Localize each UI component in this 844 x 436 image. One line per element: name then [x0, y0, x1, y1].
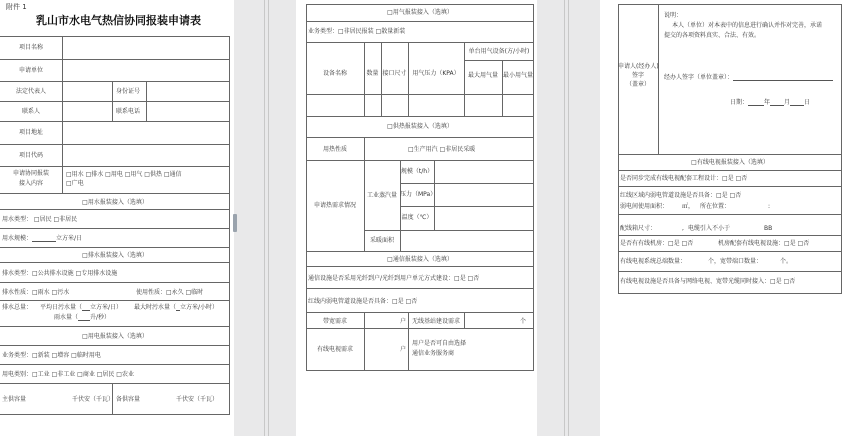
applicant-unit-label: 申请单位	[18, 67, 43, 74]
provider-choice-line1: 用户是否可自由选择	[412, 340, 467, 347]
note-line1: 本人（单位）对本表中的信息进行确认并作对完善，承诺	[672, 22, 823, 29]
project-name-label: 项目名称	[18, 44, 43, 51]
tv-terminals: 有线电视系统总端数量： 个，宽带端口数量： 个。	[620, 258, 793, 265]
tv-equip-question: 机房配套有线电视设施：□是 □否	[718, 240, 810, 247]
gas-col-qty: 数量	[366, 70, 379, 77]
form-title: 乳山市水电气热信协同报装申请表	[36, 14, 201, 27]
tv-duct-question: 红线区域内弱电管道设施是否具备：□是 □否	[620, 192, 742, 199]
gas-col-flow: 单台用气设备(方/小时)	[468, 48, 530, 55]
drain-total: 排水总量：	[2, 304, 33, 311]
form-page-2	[296, 0, 537, 436]
tv-section-header: □有线电视报装接入（选填）	[691, 159, 769, 166]
drain-type: 排水类型：□公共排水设施 □专用排水设施	[2, 270, 118, 277]
signer-label-line2: 签字	[631, 72, 644, 79]
gas-col-max: 最大用气量	[467, 72, 498, 79]
provider-choice-line2: 通信业务服务商	[412, 350, 455, 357]
tv-room-question: 是否有有线机房：□是 □否	[620, 240, 694, 247]
gas-col-device: 设备名称	[322, 70, 347, 77]
form-page-1	[0, 0, 234, 436]
cable-tv-unit: 户	[400, 346, 407, 353]
heat-industrial-label: 工业蒸汽量	[366, 192, 397, 199]
gas-business-type: 业务类型：□非居民报装 □散量新装	[308, 28, 406, 35]
form-page-3	[600, 0, 844, 436]
gas-col-port: 接口尺寸	[382, 70, 407, 77]
date-field[interactable]: 日期： 年 月 日	[730, 99, 811, 106]
heat-nature-label: 用热性质	[322, 146, 347, 153]
water-scale: 用水规模： 立方米/日	[2, 235, 83, 242]
drain-avg: 平均日污水量（ 立方米/日）	[40, 304, 123, 311]
box-size: 配线箱尺寸： , 电缆引入不小于 BB	[620, 225, 773, 232]
bandwidth-unit: 户	[400, 318, 407, 325]
power-section-header: □用电报装接入（选填）	[82, 333, 148, 340]
heat-nature-options: □生产用汽 □非居民采暖	[408, 146, 476, 153]
scope-options-cont: □广电	[66, 180, 84, 187]
water-type: 用水类型： □居民 □非居民	[2, 216, 78, 223]
scope-label-line1: 申请协同报装	[12, 170, 49, 177]
bandwidth-label: 带宽需求	[322, 318, 347, 325]
heat-area-label: 采暖面积	[369, 237, 394, 244]
power-category: 用电类别：□工业 □非工业 □商业 □居民 □农业	[2, 371, 134, 378]
base-station-label: 无线基站建设需求	[412, 318, 461, 325]
gas-section-header: □用气报装接入（选填）	[387, 9, 453, 16]
id-number-label: 身份证号	[116, 88, 141, 95]
page-break-marker	[233, 214, 237, 232]
backup-capacity-label: 备供容量	[116, 396, 141, 403]
drain-section-header: □排水报装接入（选填）	[82, 252, 148, 259]
contact-label: 联系人	[21, 108, 40, 115]
heat-temp-label: 温度（℃）	[401, 214, 433, 221]
heat-section-header: □供热报装接入（选填）	[387, 123, 453, 130]
note-line2: 提交的各项资料真实、合法、有效。	[664, 32, 761, 39]
legal-rep-label: 法定代表人	[15, 88, 46, 95]
heat-flow-label: 规模（t/h）	[400, 168, 434, 175]
heat-pressure-label: 压力（MPa）	[400, 191, 437, 198]
drain-rain: 雨水量（ 升/秒）	[54, 314, 111, 321]
weak-room-area: 弱电间使用面积： ㎡， 所在位置： :	[620, 203, 771, 210]
signer-label-line1: 申请人(经办人)	[618, 63, 659, 70]
drain-props: 排水性质：□雨水 □污水	[2, 289, 70, 296]
heat-demand-label: 申请热需求情况	[313, 202, 356, 209]
cable-tv-label: 有线电视需求	[316, 346, 353, 353]
scope-options: □用水 □排水 □用电 □用气 □供热 □通信	[66, 171, 182, 178]
base-station-unit: 个	[520, 318, 527, 325]
drain-max: 最大时污水量（ 立方米/小时）	[134, 304, 219, 311]
note-title: 说明：	[664, 12, 683, 19]
power-type: 业务类型：□新装 □增容 □临时用电	[2, 352, 101, 359]
backup-capacity-unit: 千伏安（千瓦）	[176, 396, 219, 403]
gas-col-min: 最小用气量	[502, 72, 533, 79]
code-label: 项目代码	[18, 152, 43, 159]
drain-usage: 使用性质：□永久 □临时	[136, 289, 204, 296]
gas-col-pressure: 用气压力（KPA）	[412, 70, 460, 77]
annex-label: 附件 1	[6, 3, 27, 11]
water-section-header: □用水报装接入（选填）	[82, 199, 148, 206]
comm-duct-question: 红线内弱电管道设施是否具备：□是 □否	[308, 298, 418, 305]
tv-design-question: 是否同步完成有线电视配套工程设计：□是 □否	[620, 175, 748, 182]
comm-section-header: □通信报装接入（选填）	[387, 256, 453, 263]
main-capacity-label: 主供容量	[2, 396, 27, 403]
scope-label-line2: 接入内容	[18, 180, 43, 187]
tv-network-question: 有线电视设施是否具备与网络电视、宽带光缆同时接入：□是 □否	[620, 278, 796, 285]
phone-label: 联系电话	[116, 108, 141, 115]
address-label: 项目地址	[18, 129, 43, 136]
comm-fiber-question: 通信设施是否采用光纤到户/光纤到用户单元方式建设：□是 □否	[308, 275, 480, 282]
main-capacity-unit: 千伏安（千瓦）	[72, 396, 115, 403]
signature-field[interactable]: 经办人签字（单位盖章）：	[664, 74, 833, 81]
signer-label-line3: （盖章）	[625, 81, 650, 88]
